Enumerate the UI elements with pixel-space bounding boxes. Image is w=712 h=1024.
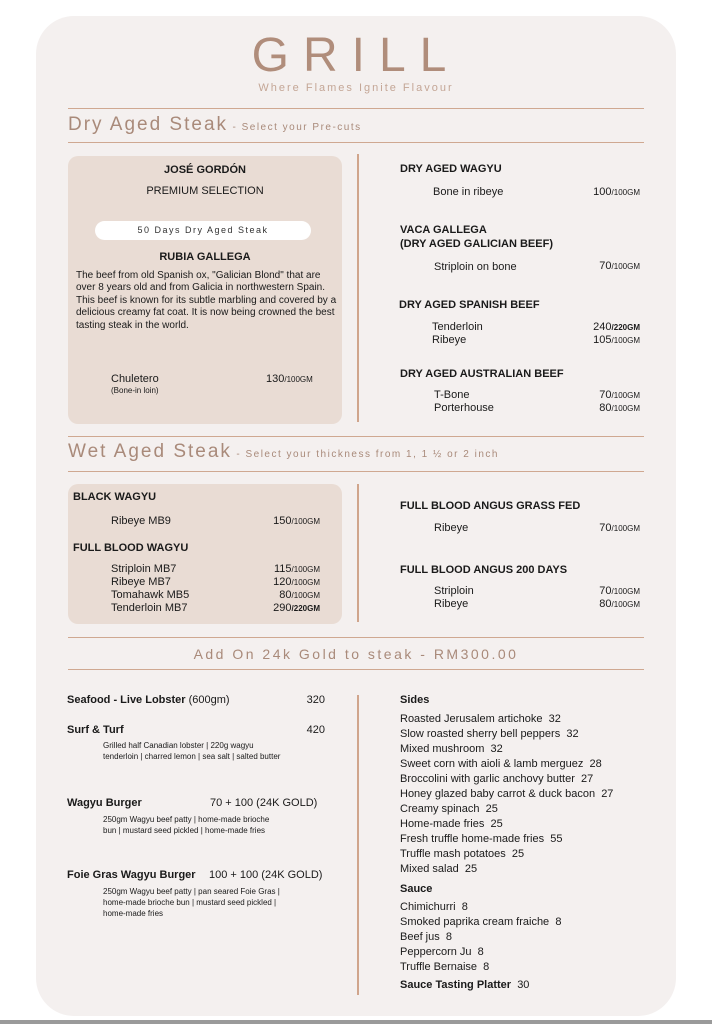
sauce-item: Truffle Bernaise 8 xyxy=(400,961,490,973)
dry-aged-subtitle: - Select your Pre-cuts xyxy=(232,122,362,133)
side-item: Roasted Jerusalem artichoke 32 xyxy=(400,713,561,725)
main-item-name: Surf & Turf xyxy=(67,724,124,736)
main-item-desc: home-made brioche bun | mustard seed pickled | xyxy=(103,898,277,907)
bottom-edge xyxy=(0,1020,712,1024)
dry-group-heading: DRY AGED SPANISH BEEF xyxy=(399,299,540,311)
menu-item-price: 150/100GM xyxy=(273,515,320,527)
feature-item-price: 130/100GM xyxy=(266,373,313,385)
menu-item-name: Tenderloin MB7 xyxy=(111,602,188,614)
menu-item-price: 240/220GM xyxy=(593,321,640,333)
dry-group-heading-line2: (DRY AGED GALICIAN BEEF) xyxy=(400,238,553,250)
menu-item-price: 80/100GM xyxy=(599,598,640,610)
sauce-item: Beef jus 8 xyxy=(400,931,452,943)
menu-item-price: 70/100GM xyxy=(599,389,640,401)
side-item: Truffle mash potatoes 25 xyxy=(400,848,525,860)
feature-badge: 50 Days Dry Aged Steak xyxy=(95,221,311,240)
side-item: Slow roasted sherry bell peppers 32 xyxy=(400,728,579,740)
side-item: Home-made fries 25 xyxy=(400,818,503,830)
feature-item: Chuletero xyxy=(111,373,159,385)
gold-addon: Add On 24k Gold to steak - RM300.00 xyxy=(193,646,519,662)
wet-group-heading: BLACK WAGYU xyxy=(73,491,157,503)
main-item-price: 320 xyxy=(306,694,325,706)
main-item-price: 70 + 100 (24K GOLD) xyxy=(210,797,318,809)
menu-item-name: Ribeye MB7 xyxy=(111,576,171,588)
menu-item-name: Bone in ribeye xyxy=(433,186,504,198)
menu-item-price: 70/100GM xyxy=(599,522,640,534)
main-item-name: Foie Gras Wagyu Burger xyxy=(67,869,196,881)
divider xyxy=(68,637,644,638)
main-item-price: 100 + 100 (24K GOLD) xyxy=(209,869,323,881)
column-divider xyxy=(357,154,359,422)
brand-title: GRILL xyxy=(251,29,461,82)
dry-group-heading: DRY AGED WAGYU xyxy=(400,163,502,175)
menu-item-name: Ribeye MB9 xyxy=(111,515,171,527)
main-item-price: 420 xyxy=(306,724,325,736)
column-divider xyxy=(357,484,359,622)
menu-item-name: Tenderloin xyxy=(432,321,483,333)
side-item: Creamy spinach 25 xyxy=(400,803,498,815)
sauce-item: Chimichurri 8 xyxy=(400,901,468,913)
side-item: Mixed salad 25 xyxy=(400,863,478,875)
sauce-item: Peppercorn Ju 8 xyxy=(400,946,484,958)
menu-item-price: 80/100GM xyxy=(279,589,320,601)
menu-item-price: 80/100GM xyxy=(599,402,640,414)
feature-name: JOSÉ GORDÓN xyxy=(164,164,246,176)
menu-item-name: Striploin on bone xyxy=(434,261,517,273)
menu-item-price: 290/220GM xyxy=(273,602,320,614)
side-item: Fresh truffle home-made fries 55 xyxy=(400,833,563,845)
wet-group-heading: FULL BLOOD ANGUS GRASS FED xyxy=(400,500,581,512)
main-item-desc: Grilled half Canadian lobster | 220g wagyu xyxy=(103,741,254,750)
sauce-item: Smoked paprika cream fraiche 8 xyxy=(400,916,562,928)
divider xyxy=(68,471,644,472)
menu-item-name: Ribeye xyxy=(434,522,469,534)
menu-item-name: Tomahawk MB5 xyxy=(111,589,190,601)
side-item: Honey glazed baby carrot & duck bacon 27 xyxy=(400,788,614,800)
menu-item-name: Striploin MB7 xyxy=(111,563,177,575)
menu-item-name: T-Bone xyxy=(434,389,470,401)
divider xyxy=(68,669,644,670)
dry-aged-header xyxy=(68,114,362,136)
side-item: Broccolini with garlic anchovy butter 27 xyxy=(400,773,594,785)
feature-description: The beef from old Spanish ox, "Galician Blond" that are over 8 years old and from Galicia in northwestern Spain. This beef is known for its subtle marbling and covered by a delicious creamy fat coat. It is now being crowned the best tasting steak in the world. xyxy=(76,270,337,331)
menu-item-name: Ribeye xyxy=(434,598,469,610)
menu-item-price: 70/100GM xyxy=(599,260,640,272)
dry-group-heading: DRY AGED AUSTRALIAN BEEF xyxy=(400,368,564,380)
wet-aged-title: Wet Aged Steak xyxy=(68,441,232,462)
wet-group-heading: FULL BLOOD ANGUS 200 DAYS xyxy=(400,564,568,576)
main-item-desc: tenderloin | charred lemon | sea salt | salted butter xyxy=(103,752,281,761)
column-divider xyxy=(357,695,359,995)
dry-aged-title: Dry Aged Steak xyxy=(68,114,229,135)
main-item-name: Wagyu Burger xyxy=(67,797,142,809)
side-item: Sweet corn with aioli & lamb merguez 28 xyxy=(400,758,602,770)
menu-item-name: Striploin xyxy=(434,585,474,597)
dry-group-heading: VACA GALLEGA xyxy=(400,224,487,236)
sauce-title: Sauce xyxy=(400,883,433,895)
main-item-desc: bun | mustard seed pickled | home-made fries xyxy=(103,826,266,835)
feature-selection: PREMIUM SELECTION xyxy=(146,185,264,197)
divider xyxy=(68,108,644,109)
brand-tagline: Where Flames Ignite Flavour xyxy=(258,82,454,94)
wet-aged-subtitle: - Select your thickness from 1, 1 ½ or 2 inch xyxy=(236,449,499,460)
sauce-platter: Sauce Tasting Platter 30 xyxy=(400,979,530,991)
feature-item-note: (Bone-in loin) xyxy=(111,386,159,395)
divider xyxy=(68,436,644,437)
menu-item-price: 120/100GM xyxy=(273,576,320,588)
main-item-desc: 250gm Wagyu beef patty | pan seared Foie Gras | xyxy=(103,887,280,896)
feature-breed: RUBIA GALLEGA xyxy=(159,251,251,263)
sides-title: Sides xyxy=(400,694,430,706)
divider xyxy=(68,142,644,143)
menu-item-price: 100/100GM xyxy=(593,186,640,198)
menu-item-price: 115/100GM xyxy=(273,563,320,575)
menu-item-price: 70/100GM xyxy=(599,585,640,597)
main-item-name: Seafood - Live Lobster (600gm) xyxy=(67,694,230,706)
menu-item-price: 105/100GM xyxy=(593,334,640,346)
menu-item-name: Porterhouse xyxy=(434,402,494,414)
menu-item-name: Ribeye xyxy=(432,334,467,346)
main-item-desc: 250gm Wagyu beef patty | home-made brioche xyxy=(103,815,270,824)
main-item-desc: home-made fries xyxy=(103,909,164,918)
side-item: Mixed mushroom 32 xyxy=(400,743,503,755)
wet-aged-header xyxy=(68,441,499,463)
wet-group-heading: FULL BLOOD WAGYU xyxy=(73,542,189,554)
